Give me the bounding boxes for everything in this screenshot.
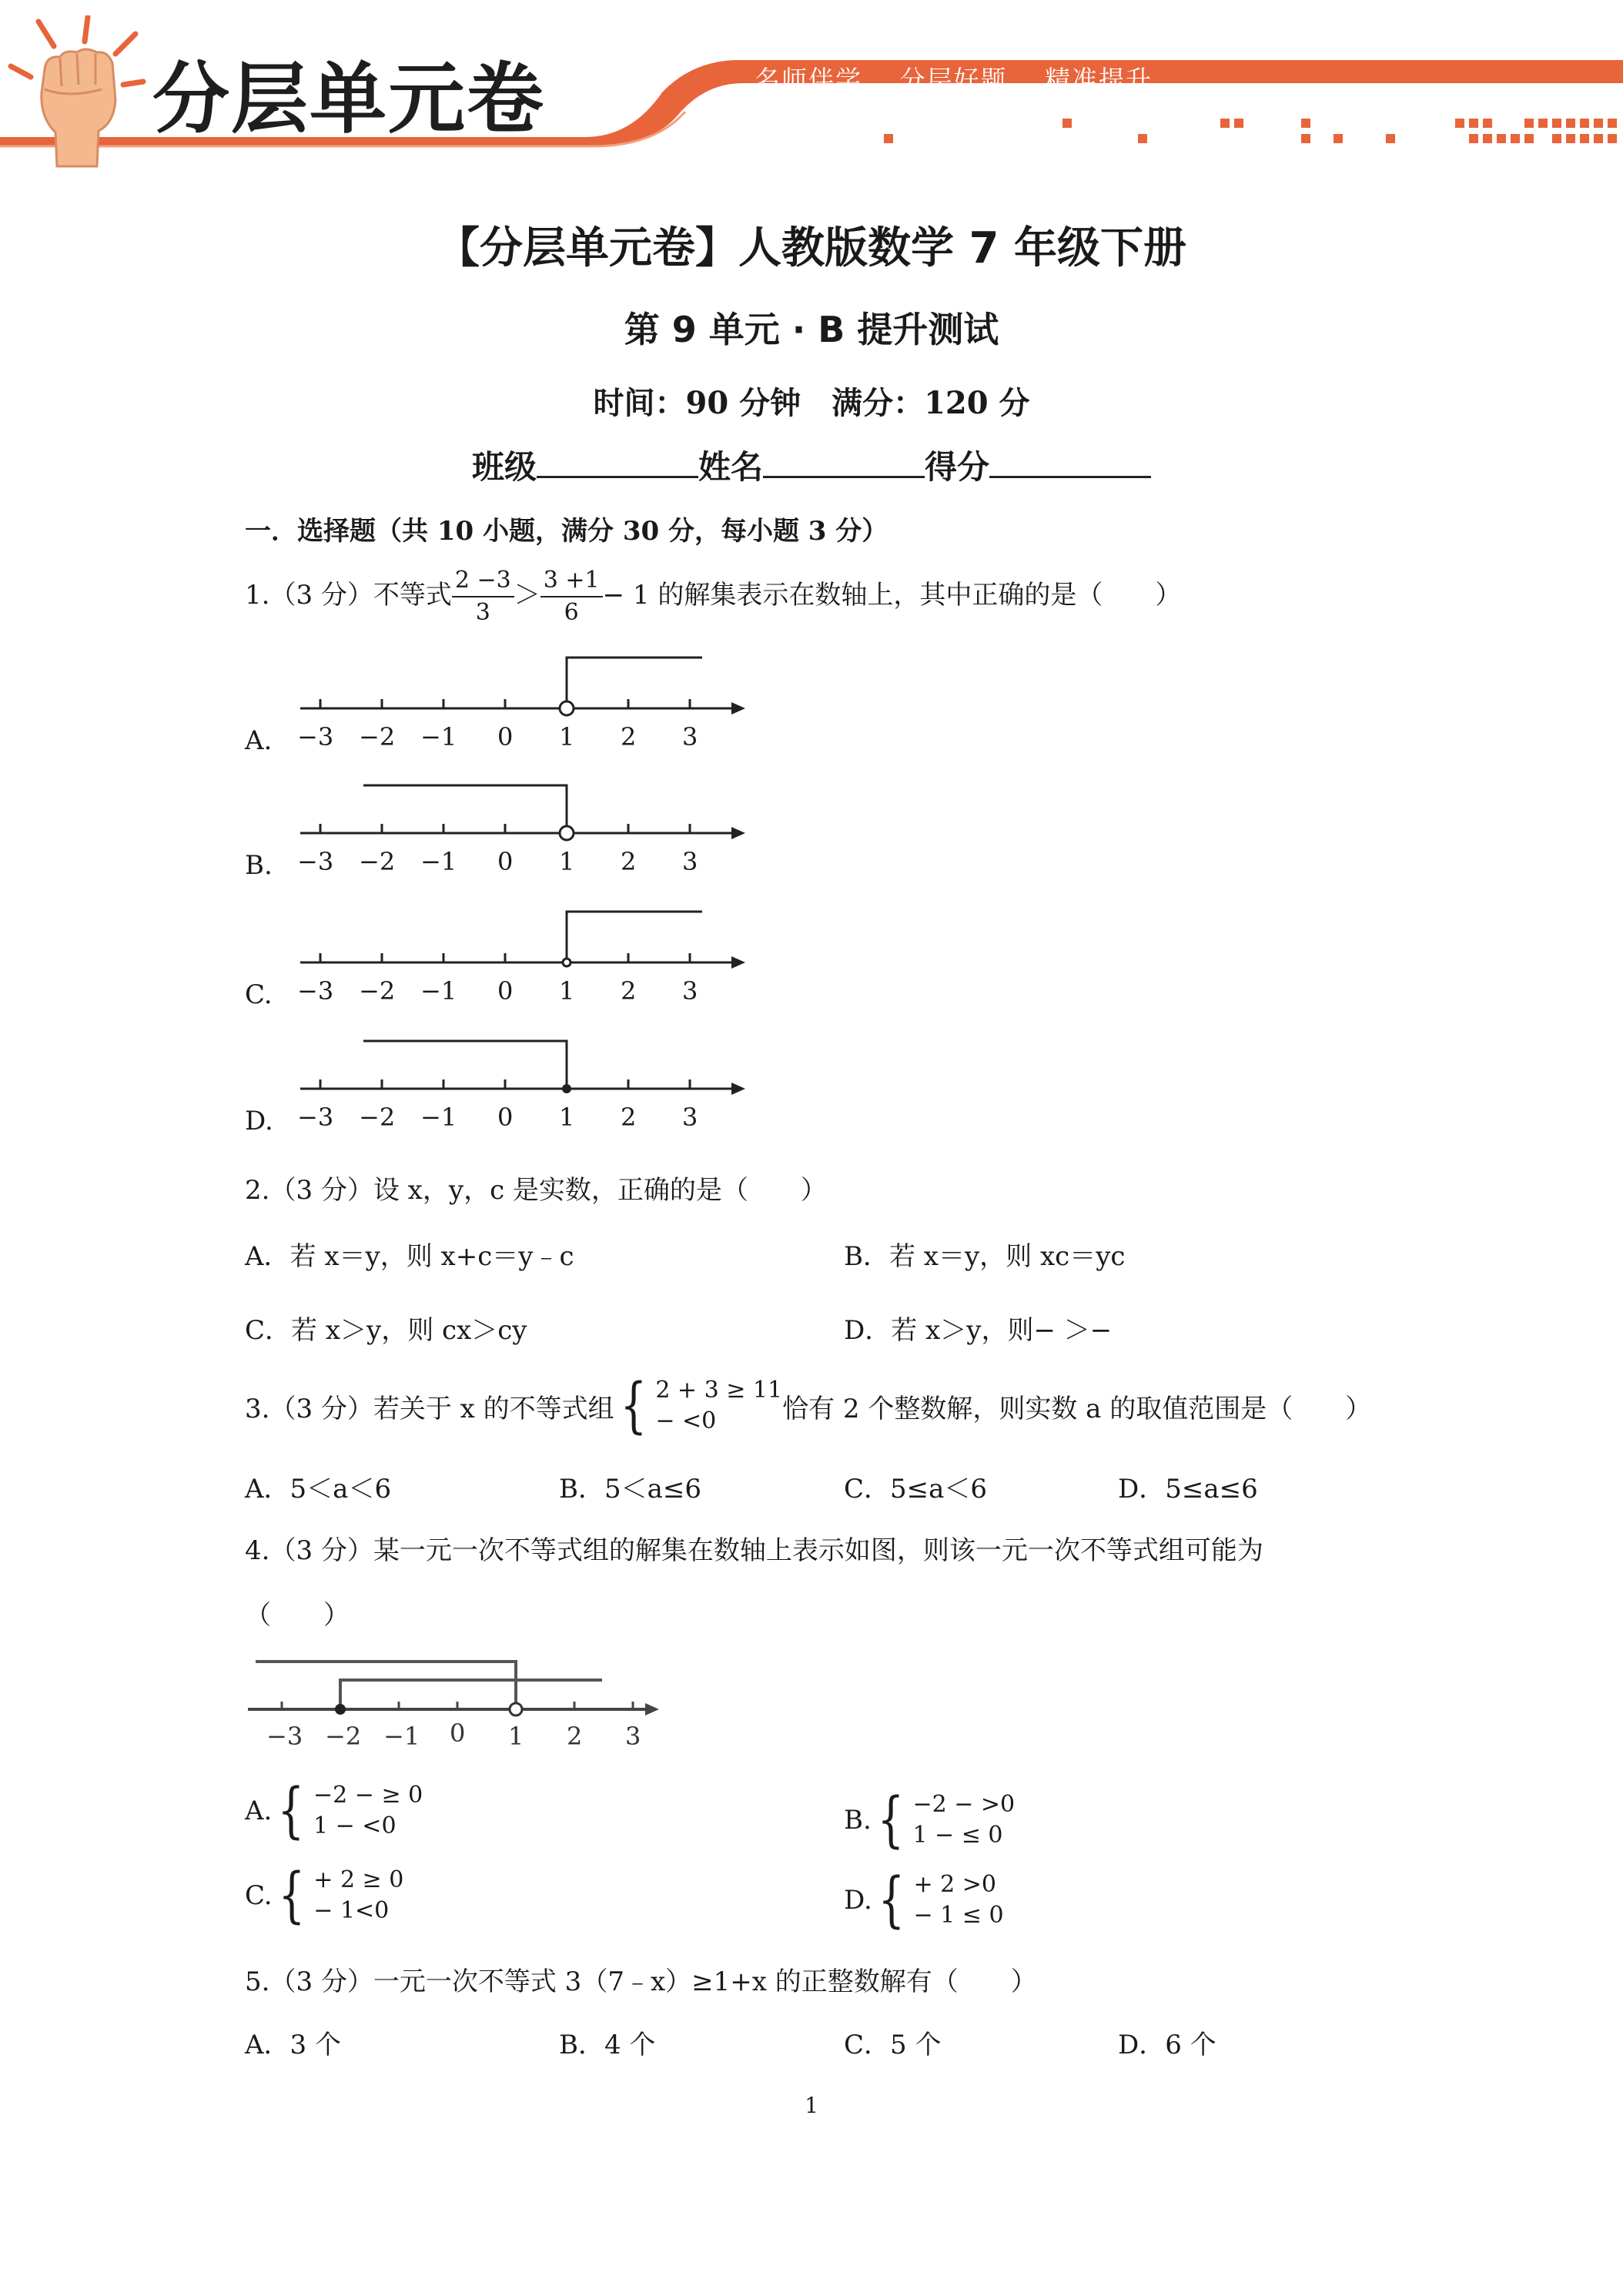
q5-option-c[interactable]: C．5 个 <box>844 2030 942 2060</box>
class-blank[interactable] <box>537 445 698 478</box>
q4-b-brace: { <box>877 1786 904 1855</box>
score-blank[interactable] <box>989 445 1151 478</box>
q3-option-a[interactable]: A．5＜a＜6 <box>245 1474 392 1504</box>
document-title: 【分层单元卷】人教版数学 7 年级下册 <box>437 223 1186 273</box>
q1-option-a-label: A. <box>245 725 273 756</box>
question-5-stem: 5.（3 分）一元一次不等式 3（7﹣x）≥1+x 的正整数解有（ ） <box>245 1966 1037 1997</box>
q5-option-b[interactable]: B．4 个 <box>559 2030 656 2060</box>
q4-answer-paren: （ ） <box>245 1600 350 1631</box>
fist-logo-icon <box>8 15 146 169</box>
q4-option-b[interactable]: B. { −2 − >0 1 − ≤ 0 <box>844 1786 1016 1855</box>
q5-option-d[interactable]: D．6 个 <box>1118 2030 1216 2060</box>
q3-prefix: 3.（3 分）若关于 x 的不等式组 <box>245 1393 614 1424</box>
q4-c-brace: { <box>278 1861 305 1930</box>
document-subtitle: 第 9 单元 · B 提升测试 <box>624 309 999 350</box>
q3-brace: { <box>620 1371 647 1441</box>
q3-option-b[interactable]: B．5＜a≤6 <box>559 1474 702 1504</box>
q1-option-d-label: D. <box>245 1106 273 1136</box>
slogan-bar <box>755 60 1180 96</box>
q3-option-d[interactable]: D．5≤a≤6 <box>1118 1474 1258 1504</box>
question-2-stem: 2.（3 分）设 x，y，c 是实数，正确的是（ ） <box>245 1175 827 1206</box>
q1-option-b[interactable]: B. −3 −2 −1 0 1 2 3 <box>245 776 745 884</box>
brand-title: 分层单元卷 <box>152 54 545 144</box>
score-label: 得分 <box>925 448 990 486</box>
question-4-stem: 4.（3 分）某一元一次不等式组的解集在数轴上表示如图，则该一元一次不等式组可能为 <box>245 1535 1263 1566</box>
q1-suffix: − 1 的解集表示在数轴上，其中正确的是（ ） <box>602 580 1182 611</box>
q2-option-c[interactable]: C．若 x＞y，则 cx＞cy <box>245 1315 527 1346</box>
q1-greater-than: ＞ <box>514 580 540 611</box>
class-label: 班级 <box>471 448 537 486</box>
q4-option-d[interactable]: D. { + 2 >0 − 1 ≤ 0 <box>844 1866 1004 1935</box>
q1-prefix: 1.（3 分）不等式 <box>245 580 452 611</box>
q4-d-brace: { <box>878 1866 905 1935</box>
page-header <box>0 0 1623 162</box>
q5-option-a[interactable]: A．3 个 <box>245 2030 341 2060</box>
page-number: 1 <box>805 2093 818 2118</box>
question-3-stem <box>245 1371 1371 1441</box>
q4-number-line-figure: −3 −2 −1 0 1 2 3 <box>245 1648 661 1755</box>
q1-option-d[interactable]: D. −3 −2 −1 0 1 2 3 <box>245 1032 745 1140</box>
student-info-fields <box>0 442 1623 488</box>
slogan-3: 精准提升 <box>1045 65 1153 95</box>
q1-option-c[interactable]: C. −3 −2 −1 0 1 2 3 <box>245 905 745 1013</box>
question-1-stem <box>245 565 1181 628</box>
q4-option-c[interactable]: C. { + 2 ≥ 0 − 1<0 <box>245 1861 404 1930</box>
q4-a-brace: { <box>277 1776 305 1846</box>
q1-option-c-label: C. <box>245 979 273 1010</box>
q2-option-b[interactable]: B．若 x＝y，则 xc＝yc <box>844 1241 1126 1272</box>
exam-time-and-score: 时间：90 分钟 满分：120 分 <box>593 385 1030 421</box>
q4-option-a[interactable]: A. { −2 − ≥ 0 1 − <0 <box>245 1776 423 1846</box>
q1-fraction-right: $\frac{3 +1}{6}$ <box>540 565 603 628</box>
slogan-1: 名师伴学 <box>755 65 862 95</box>
q1-fraction-left: $\frac{2 -3}{3}$ <box>452 565 514 628</box>
name-label: 姓名 <box>698 448 763 486</box>
q2-option-a[interactable]: A．若 x＝y，则 x+c＝y﹣c <box>245 1241 574 1272</box>
name-blank[interactable] <box>763 445 925 478</box>
q3-suffix: 恰有 2 个整数解，则实数 a 的取值范围是（ ） <box>782 1393 1372 1424</box>
q3-option-c[interactable]: C．5≤a＜6 <box>844 1474 988 1504</box>
q1-option-b-label: B. <box>245 850 273 881</box>
section-heading: 一．选择题（共 10 小题，满分 30 分，每小题 3 分） <box>245 516 888 547</box>
q3-system: 2 + 3 ≥ 11 − <0 <box>655 1377 783 1434</box>
q1-option-a[interactable]: A. −3 −2 −1 0 1 2 3 <box>245 651 745 759</box>
q2-option-d[interactable]: D．若 x＞y，则− ＞− <box>844 1315 1113 1346</box>
slogan-2: 分层好题 <box>899 65 1008 95</box>
